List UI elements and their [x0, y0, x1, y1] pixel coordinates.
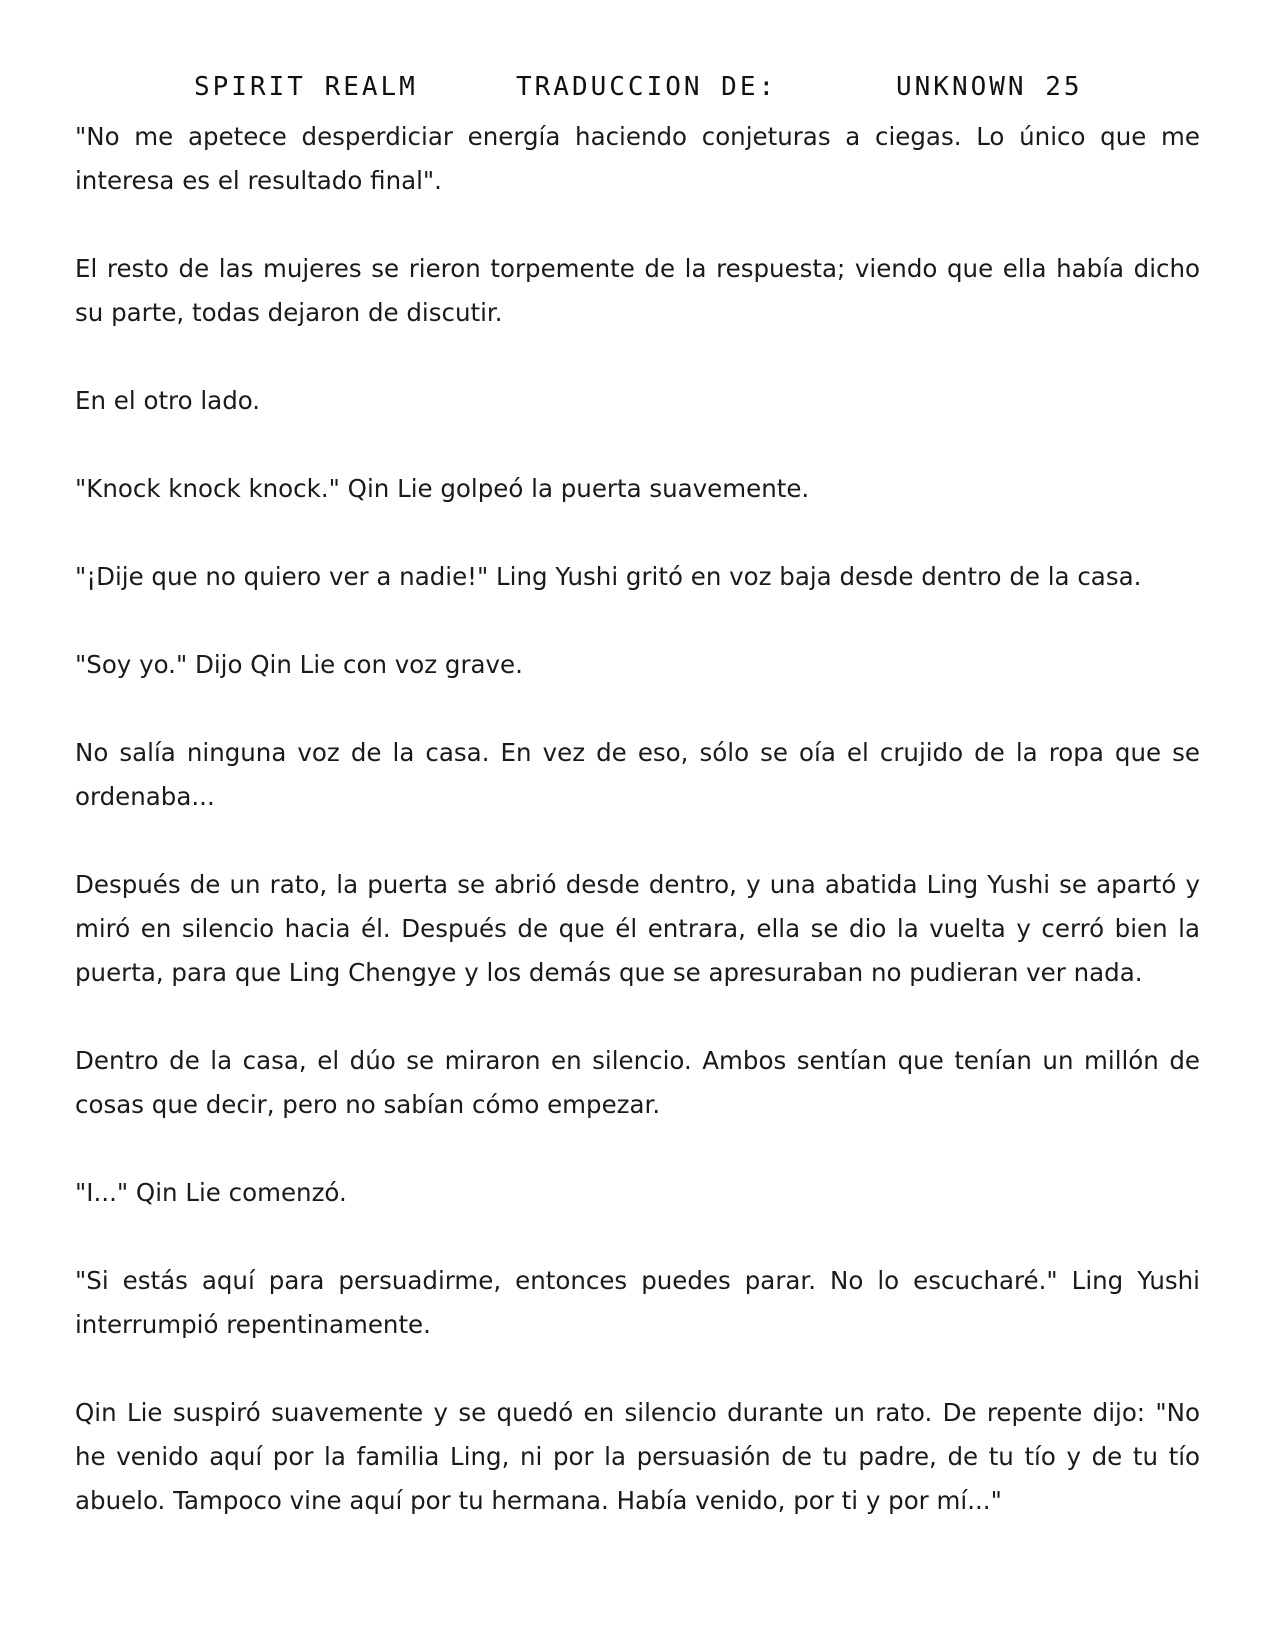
paragraph: "No me apetece desperdiciar energía haciendo conjeturas a ciegas. Lo único que me interesa es el resultado final". — [75, 122, 1200, 195]
paragraph: "¡Dije que no quiero ver a nadie!" Ling Yushi gritó en voz baja desde dentro de la casa. — [75, 562, 1142, 591]
paragraph: Qin Lie suspiró suavemente y se quedó en silencio durante un rato. De repente dijo: "No he venido aquí por la familia Ling, ni por la persuasión de tu padre, de tu tío y de tu tío abuelo. Tampoco vine aquí por tu hermana. Había venido, por ti y por mí..." — [75, 1398, 1200, 1515]
paragraph: "Si estás aquí para persuadirme, entonces puedes parar. No lo escucharé." Ling Yushi interrumpió repentinamente. — [75, 1266, 1200, 1339]
paragraph: "I..." Qin Lie comenzó. — [75, 1178, 347, 1207]
paragraph: "Knock knock knock." Qin Lie golpeó la puerta suavemente. — [75, 474, 810, 503]
header-translation-label: TRADUCCION DE: — [516, 72, 778, 102]
header-title: SPIRIT REALM — [194, 72, 418, 102]
paragraph: "Soy yo." Dijo Qin Lie con voz grave. — [75, 650, 523, 679]
header-translator: UNKNOWN 25 — [896, 72, 1083, 102]
paragraph: Después de un rato, la puerta se abrió desde dentro, y una abatida Ling Yushi se apartó y miró en silencio hacia él. Después de que él entrara, ella se dio la vuelta y cerró bien la puerta, para que Ling Chengye y los demás que se apresuraban no pudieran ver nada. — [75, 870, 1200, 987]
paragraph: No salía ninguna voz de la casa. En vez de eso, sólo se oía el crujido de la ropa que se ordenaba... — [75, 738, 1200, 811]
paragraph: Dentro de la casa, el dúo se miraron en silencio. Ambos sentían que tenían un millón de cosas que decir, pero no sabían cómo empezar. — [75, 1046, 1200, 1119]
document-body — [75, 115, 1200, 1567]
page-header — [0, 72, 1275, 112]
paragraph: El resto de las mujeres se rieron torpemente de la respuesta; viendo que ella había dicho su parte, todas dejaron de discutir. — [75, 254, 1200, 327]
paragraph: En el otro lado. — [75, 386, 261, 415]
